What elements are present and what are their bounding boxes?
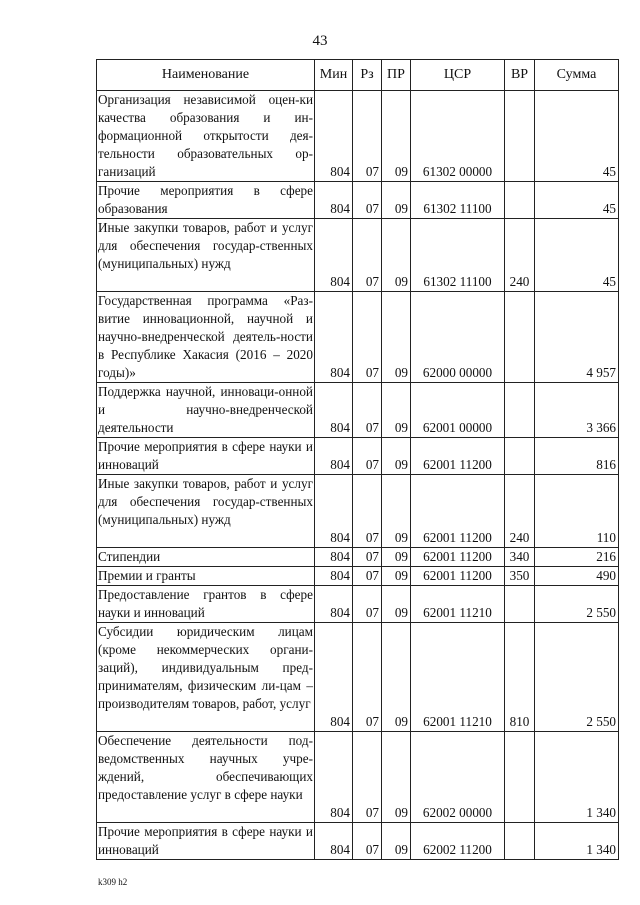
- col-header-rz: Рз: [353, 60, 382, 91]
- row-rz: 07: [353, 823, 382, 860]
- row-name: Иные закупки товаров, работ и услуг для обеспечения государ-ственных (муниципальных) нужд: [97, 219, 315, 292]
- row-name: Государственная программа «Раз-витие инновационной, научной и научно-внедренческой деятель-ности в Республике Хакасия (2016 – 2020 годы)»: [97, 292, 315, 383]
- table-row: [97, 586, 619, 623]
- row-pr: 09: [382, 91, 411, 182]
- row-sum: 45: [535, 182, 619, 219]
- row-sum: 2 550: [535, 586, 619, 623]
- row-pr: 09: [382, 548, 411, 567]
- row-vr: 340: [505, 548, 535, 567]
- row-sum: 1 340: [535, 732, 619, 823]
- row-pr: 09: [382, 823, 411, 860]
- footer-code: k309 h2: [98, 877, 128, 887]
- row-csr: 62002 00000: [411, 732, 505, 823]
- col-header-csr: ЦСР: [411, 60, 505, 91]
- col-header-min: Мин: [315, 60, 353, 91]
- row-rz: 07: [353, 548, 382, 567]
- row-rz: 07: [353, 623, 382, 732]
- row-vr: [505, 383, 535, 438]
- row-csr: 62001 11200: [411, 438, 505, 475]
- table-row: [97, 732, 619, 823]
- row-pr: 09: [382, 475, 411, 548]
- row-min: 804: [315, 91, 353, 182]
- row-sum: 110: [535, 475, 619, 548]
- row-vr: 350: [505, 567, 535, 586]
- row-rz: 07: [353, 475, 382, 548]
- row-vr: [505, 732, 535, 823]
- row-vr: [505, 182, 535, 219]
- header-row: [97, 60, 619, 91]
- table-row: [97, 623, 619, 732]
- table-row: [97, 438, 619, 475]
- row-name: Прочие мероприятия в сфере науки и инноваций: [97, 823, 315, 860]
- row-rz: 07: [353, 182, 382, 219]
- row-rz: 07: [353, 383, 382, 438]
- row-pr: 09: [382, 623, 411, 732]
- col-header-vr: ВР: [505, 60, 535, 91]
- row-name: Обеспечение деятельности под-ведомственных научных учре-ждений, обеспечивающих предоставление услуг в сфере науки: [97, 732, 315, 823]
- row-rz: 07: [353, 586, 382, 623]
- row-vr: 240: [505, 475, 535, 548]
- row-vr: [505, 586, 535, 623]
- page-number: 43: [312, 33, 328, 49]
- row-rz: 07: [353, 219, 382, 292]
- row-pr: 09: [382, 292, 411, 383]
- row-name: Субсидии юридическим лицам (кроме некоммерческих органи-заций), индивидуальным пред-принимателям, физическим ли-цам – производителям товаров, работ, услуг: [97, 623, 315, 732]
- row-min: 804: [315, 623, 353, 732]
- row-pr: 09: [382, 586, 411, 623]
- row-csr: 62001 11200: [411, 475, 505, 548]
- row-pr: 09: [382, 438, 411, 475]
- row-pr: 09: [382, 182, 411, 219]
- row-min: 804: [315, 586, 353, 623]
- row-min: 804: [315, 438, 353, 475]
- row-pr: 09: [382, 219, 411, 292]
- row-name: Премии и гранты: [97, 567, 315, 586]
- row-name: Иные закупки товаров, работ и услуг для обеспечения государ-ственных (муниципальных) нужд: [97, 475, 315, 548]
- budget-table: [96, 59, 619, 860]
- row-name: Прочие мероприятия в сфере образования: [97, 182, 315, 219]
- table-row: [97, 91, 619, 182]
- row-min: 804: [315, 732, 353, 823]
- row-sum: 216: [535, 548, 619, 567]
- row-sum: 816: [535, 438, 619, 475]
- col-header-name: Наименование: [97, 60, 315, 91]
- row-vr: [505, 823, 535, 860]
- row-rz: 07: [353, 292, 382, 383]
- row-min: 804: [315, 383, 353, 438]
- row-rz: 07: [353, 567, 382, 586]
- row-name: Организация независимой оцен-ки качества образования и ин-формационной открытости дея-тельности образовательных ор-ганизаций: [97, 91, 315, 182]
- row-name: Прочие мероприятия в сфере науки и инноваций: [97, 438, 315, 475]
- row-sum: 4 957: [535, 292, 619, 383]
- row-rz: 07: [353, 91, 382, 182]
- row-vr: [505, 438, 535, 475]
- row-sum: 45: [535, 219, 619, 292]
- table-row: [97, 383, 619, 438]
- row-min: 804: [315, 475, 353, 548]
- table-row: [97, 292, 619, 383]
- row-pr: 09: [382, 567, 411, 586]
- table-row: [97, 823, 619, 860]
- row-csr: 62002 11200: [411, 823, 505, 860]
- row-min: 804: [315, 182, 353, 219]
- col-header-sum: Сумма: [535, 60, 619, 91]
- row-vr: [505, 91, 535, 182]
- table-row: [97, 475, 619, 548]
- table-row: [97, 182, 619, 219]
- row-name: Стипендии: [97, 548, 315, 567]
- row-csr: 62000 00000: [411, 292, 505, 383]
- table-row: [97, 567, 619, 586]
- row-sum: 45: [535, 91, 619, 182]
- row-rz: 07: [353, 732, 382, 823]
- row-vr: [505, 292, 535, 383]
- row-csr: 61302 00000: [411, 91, 505, 182]
- row-min: 804: [315, 567, 353, 586]
- row-name: Предоставление грантов в сфере науки и инноваций: [97, 586, 315, 623]
- row-csr: 61302 11100: [411, 219, 505, 292]
- row-sum: 490: [535, 567, 619, 586]
- table-row: [97, 219, 619, 292]
- row-min: 804: [315, 292, 353, 383]
- row-sum: 1 340: [535, 823, 619, 860]
- table-row: [97, 548, 619, 567]
- col-header-pr: ПР: [382, 60, 411, 91]
- row-rz: 07: [353, 438, 382, 475]
- row-pr: 09: [382, 383, 411, 438]
- row-sum: 2 550: [535, 623, 619, 732]
- row-csr: 62001 11200: [411, 567, 505, 586]
- row-csr: 61302 11100: [411, 182, 505, 219]
- row-pr: 09: [382, 732, 411, 823]
- row-min: 804: [315, 823, 353, 860]
- row-csr: 62001 11210: [411, 586, 505, 623]
- row-min: 804: [315, 548, 353, 567]
- row-vr: 240: [505, 219, 535, 292]
- row-csr: 62001 00000: [411, 383, 505, 438]
- row-sum: 3 366: [535, 383, 619, 438]
- row-name: Поддержка научной, инноваци-онной и научно-внедренческой деятельности: [97, 383, 315, 438]
- row-vr: 810: [505, 623, 535, 732]
- row-csr: 62001 11200: [411, 548, 505, 567]
- row-csr: 62001 11210: [411, 623, 505, 732]
- row-min: 804: [315, 219, 353, 292]
